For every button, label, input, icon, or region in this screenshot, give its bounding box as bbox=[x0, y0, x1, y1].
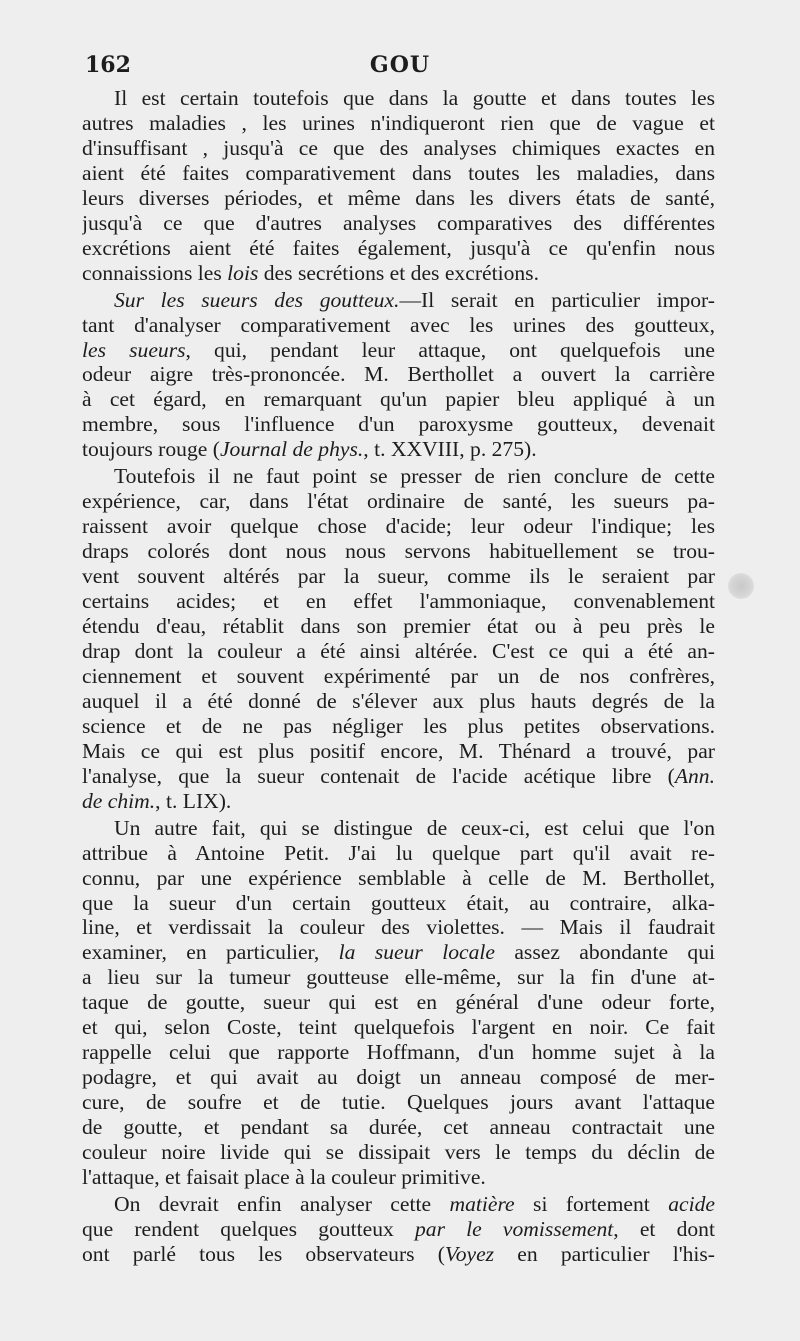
text-span: rappelle celui que rapporte Hoffmann, d'un homme sujet à la bbox=[82, 1040, 715, 1065]
text-span: attribue à Antoine Petit. J'ai lu quelque part qu'il avait re- bbox=[82, 840, 715, 865]
italic-text: lois bbox=[227, 260, 259, 285]
italic-text: matière bbox=[449, 1191, 515, 1216]
text-span: aient été faites comparativement dans toutes les maladies, dans bbox=[82, 160, 715, 185]
text-span: d'insuffisant , jusqu'à ce que des analyses chimiques exactes en bbox=[82, 135, 715, 160]
text-line bbox=[82, 639, 715, 664]
text-line bbox=[82, 211, 715, 236]
italic-text: de chim. bbox=[82, 788, 156, 813]
text-line bbox=[82, 111, 715, 136]
text-line bbox=[82, 990, 715, 1015]
text-line bbox=[82, 789, 715, 814]
text-span: que la sueur d'un certain goutteux était, au contraire, alka- bbox=[82, 890, 715, 915]
text-span: Mais ce qui est plus positif encore, M. Thénard a trouvé, par bbox=[82, 738, 715, 763]
text-line bbox=[82, 614, 715, 639]
text-span: odeur aigre très-prononcée. M. Berthollet a ouvert la carrière bbox=[82, 362, 715, 387]
text-span: de goutte, et pendant sa durée, cet anneau contractait une bbox=[82, 1115, 715, 1140]
text-span: draps colorés dont nous nous servons habituellement se trou- bbox=[82, 539, 715, 564]
text-span: autres maladies , les urines n'indiqueront rien que de vague et bbox=[82, 110, 715, 135]
paragraph bbox=[82, 1192, 715, 1267]
italic-text: Voyez bbox=[444, 1241, 495, 1266]
page-header bbox=[85, 48, 715, 82]
text-line bbox=[82, 514, 715, 539]
text-span: , t. XXVIII, p. 275). bbox=[363, 437, 537, 462]
paragraph bbox=[82, 816, 715, 1190]
text-span: auquel il a été donné de s'élever aux plus hauts degrés de la bbox=[82, 688, 715, 713]
text-span: que rendent quelques goutteux bbox=[82, 1216, 415, 1241]
text-line bbox=[82, 965, 715, 990]
text-span: ciennement et souvent expérimenté par un de nos confrères, bbox=[82, 663, 715, 688]
text-span: connu, par une expérience semblable à celle de M. Berthollet, bbox=[82, 865, 715, 890]
italic-text: acide bbox=[668, 1191, 715, 1216]
italic-text: Journal de phys. bbox=[219, 437, 364, 462]
text-line bbox=[82, 1090, 715, 1115]
italic-text: la sueur locale bbox=[338, 940, 495, 965]
text-line bbox=[82, 1242, 715, 1267]
text-span: On devrait enfin analyser cette bbox=[114, 1191, 450, 1216]
text-line bbox=[82, 136, 715, 161]
text-line bbox=[82, 1015, 715, 1040]
text-line bbox=[82, 1065, 715, 1090]
text-span: ont parlé tous les observateurs ( bbox=[82, 1241, 445, 1266]
text-span: , qui, pendant leur attaque, ont quelquefois une bbox=[185, 337, 715, 362]
text-line bbox=[82, 464, 715, 489]
text-span: l'analyse, que la sueur contenait de l'acide acétique libre ( bbox=[82, 763, 675, 788]
text-line bbox=[82, 1165, 715, 1190]
page-number: 162 bbox=[85, 52, 131, 78]
text-span: en particulier l'his- bbox=[494, 1241, 715, 1266]
running-head: GOU bbox=[369, 52, 431, 78]
text-span: podagre, et qui avait au doigt un anneau composé de mer- bbox=[82, 1065, 715, 1090]
text-line bbox=[82, 86, 715, 111]
text-line bbox=[82, 261, 715, 286]
text-span: connaissions les bbox=[82, 260, 228, 285]
text-span: certains acides; et en effet l'ammoniaque, convenablement bbox=[82, 589, 715, 614]
text-line bbox=[82, 891, 715, 916]
text-span: a lieu sur la tumeur goutteuse elle-même, sur la fin d'une at- bbox=[82, 965, 715, 990]
text-span: excrétions aient été faites également, jusqu'à ce qu'enfin nous bbox=[82, 235, 715, 260]
text-span: raissent avoir quelque chose d'acide; leur odeur l'indique; les bbox=[82, 514, 715, 539]
text-line bbox=[82, 362, 715, 387]
paragraph bbox=[82, 288, 715, 463]
text-span: science et de ne pas négliger les plus petites observations. bbox=[82, 713, 715, 738]
text-line bbox=[82, 714, 715, 739]
text-line bbox=[82, 764, 715, 789]
text-span: membre, sous l'influence d'un paroxysme goutteux, devenait bbox=[82, 412, 715, 437]
text-span: , et dont bbox=[613, 1216, 715, 1241]
text-line bbox=[82, 236, 715, 261]
text-span: si fortement bbox=[514, 1191, 669, 1216]
text-span: Il est certain toutefois que dans la goutte et dans toutes les bbox=[114, 86, 715, 110]
text-span: à cet égard, en remarquant qu'un papier bleu appliqué à un bbox=[82, 387, 715, 412]
text-span: l'attaque, et faisait place à la couleur primitive. bbox=[82, 1164, 486, 1189]
text-span: Un autre fait, qui se distingue de ceux-ci, est celui que l'on bbox=[114, 815, 715, 840]
text-line bbox=[82, 915, 715, 940]
text-span: couleur noire livide qui se dissipait vers le temps du déclin de bbox=[82, 1140, 715, 1165]
text-line bbox=[82, 739, 715, 764]
text-span: des secrétions et des excrétions. bbox=[258, 260, 539, 285]
text-line bbox=[82, 1115, 715, 1140]
text-span: leurs diverses périodes, et même dans les divers états de santé, bbox=[82, 185, 715, 210]
text-line bbox=[82, 161, 715, 186]
text-span: étendu d'eau, rétablit dans son premier état ou à peu près le bbox=[82, 614, 715, 639]
text-line bbox=[82, 412, 715, 437]
text-line bbox=[82, 313, 715, 338]
text-line bbox=[82, 1192, 715, 1217]
text-line bbox=[82, 940, 715, 965]
text-line bbox=[82, 437, 715, 462]
text-line bbox=[82, 589, 715, 614]
text-line bbox=[82, 1040, 715, 1065]
text-line bbox=[82, 288, 715, 313]
text-span: line, et verdissait la couleur des violettes. — Mais il faudrait bbox=[82, 915, 715, 940]
text-line bbox=[82, 539, 715, 564]
text-line bbox=[82, 1140, 715, 1165]
text-line bbox=[82, 186, 715, 211]
paper-stain bbox=[728, 573, 754, 599]
text-line bbox=[82, 489, 715, 514]
text-span: toujours rouge ( bbox=[82, 437, 220, 462]
text-span: —Il serait en particulier impor- bbox=[399, 287, 715, 312]
text-span: taque de goutte, sueur qui est en général d'une odeur forte, bbox=[82, 990, 715, 1015]
text-span: et qui, selon Coste, teint quelquefois l'argent en noir. Ce fait bbox=[82, 1015, 715, 1040]
text-span: examiner, en particulier, bbox=[82, 940, 339, 965]
italic-text: les sueurs bbox=[82, 337, 186, 362]
text-line bbox=[82, 816, 715, 841]
text-line bbox=[82, 564, 715, 589]
italic-text: Sur les sueurs des goutteux. bbox=[114, 287, 400, 312]
text-span: vent souvent altérés par la sueur, comme ils le seraient par bbox=[82, 564, 715, 589]
italic-text: Ann. bbox=[674, 763, 715, 788]
paragraph bbox=[82, 464, 715, 813]
body-text bbox=[82, 86, 715, 1269]
text-span: drap dont la couleur a été ainsi altérée. C'est ce qui a été an- bbox=[82, 638, 715, 663]
text-line bbox=[82, 387, 715, 412]
text-span: assez abondante qui bbox=[494, 940, 715, 965]
text-line bbox=[82, 689, 715, 714]
text-line bbox=[82, 841, 715, 866]
paragraph bbox=[82, 86, 715, 286]
text-span: Toutefois il ne faut point se presser de rien conclure de cette bbox=[114, 464, 715, 489]
text-span: tant d'analyser comparativement avec les urines des goutteux, bbox=[82, 312, 715, 337]
text-span: , t. LIX). bbox=[155, 788, 232, 813]
text-line bbox=[82, 1217, 715, 1242]
text-line bbox=[82, 338, 715, 363]
text-span: expérience, car, dans l'état ordinaire de santé, les sueurs pa- bbox=[82, 489, 715, 514]
text-span: cure, de soufre et de tutie. Quelques jours avant l'attaque bbox=[82, 1090, 715, 1115]
text-line bbox=[82, 664, 715, 689]
text-line bbox=[82, 866, 715, 891]
italic-text: par le vomissement bbox=[414, 1216, 614, 1241]
text-span: jusqu'à ce que d'autres analyses comparatives des différentes bbox=[82, 210, 715, 235]
